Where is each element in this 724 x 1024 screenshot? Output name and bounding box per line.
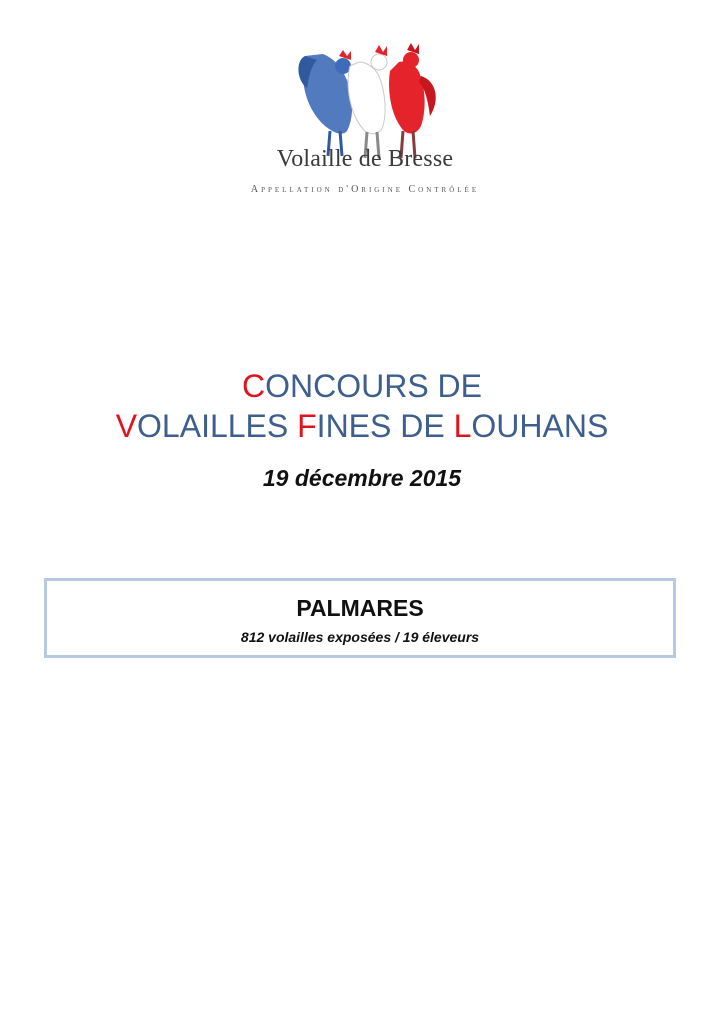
title-initial: F: [297, 408, 317, 444]
white-rooster: [348, 45, 387, 158]
logo-aoc-tagline: Appellation d'Origine Contrôlée: [250, 184, 480, 195]
title-text: OLAILLES: [137, 408, 298, 444]
title-line-1: [0, 366, 724, 406]
title-initial: V: [115, 408, 138, 444]
palmares-box: [44, 578, 676, 658]
palmares-title: PALMARES: [296, 595, 424, 621]
title-initial: L: [453, 408, 472, 444]
palmares-subtitle: 812 volailles exposées / 19 éleveurs: [240, 629, 480, 645]
event-date: 19 décembre 2015: [262, 465, 462, 491]
red-rooster: [389, 43, 436, 158]
page-title: [0, 366, 724, 446]
title-text: INES DE: [316, 408, 454, 444]
logo: [220, 28, 510, 213]
title-text: OUHANS: [471, 408, 609, 444]
logo-name: Volaille de Bresse: [276, 146, 454, 172]
three-roosters-icon: [295, 36, 445, 164]
title-line-2: [0, 406, 724, 446]
title-initial: C: [241, 368, 266, 404]
blue-rooster: [298, 50, 352, 156]
title-text: ONCOURS DE: [265, 368, 482, 404]
